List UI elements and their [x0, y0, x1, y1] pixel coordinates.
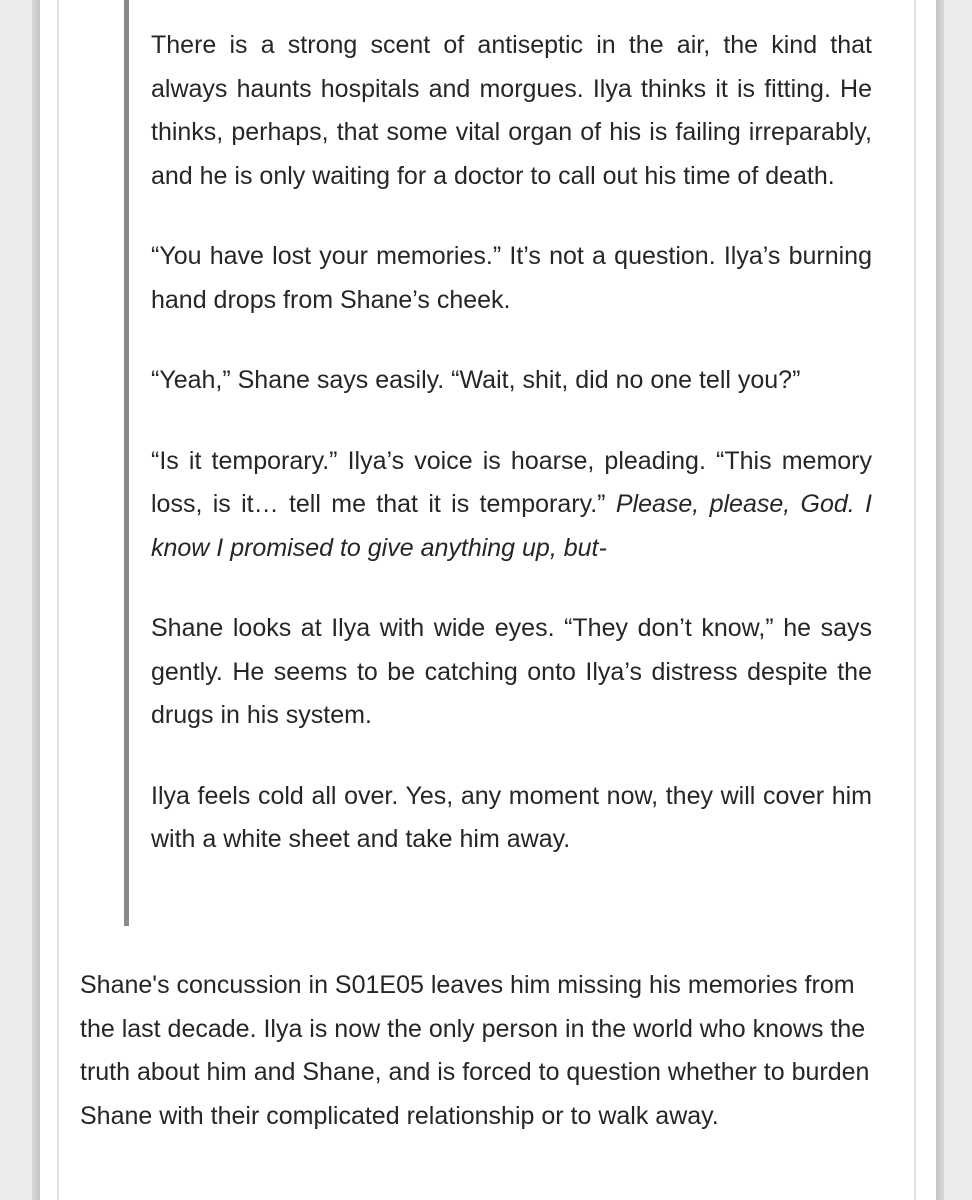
left-page-shadow [32, 0, 40, 1200]
right-divider [914, 0, 916, 1200]
excerpt-paragraph-3: “Yeah,” Shane says easily. “Wait, shit, did no one tell you?” [151, 366, 801, 394]
excerpt-paragraph-4 [151, 440, 872, 571]
excerpt-paragraph-4-text: “Is it temporary.” Ilya’s voice is hoarse, pleading. “This memory loss, is it… tell me that it is temporary.” [151, 446, 872, 518]
left-divider [57, 0, 59, 1200]
story-excerpt-blockquote [124, 0, 872, 926]
story-summary [80, 964, 892, 1138]
excerpt-paragraph-1: There is a strong scent of antiseptic in the air, the kind that always haunts hospitals and morgues. Ilya thinks it is fitting. He thinks, perhaps, that some vital organ of his is failing irreparably, and he is only waiting for a doctor to call out his time of death. [151, 31, 872, 190]
excerpt-paragraph-2: “You have lost your memories.” It’s not a question. Ilya’s burning hand drops from Shane’s cheek. [151, 242, 872, 314]
right-page-shadow [936, 0, 944, 1200]
excerpt-paragraph-6: Ilya feels cold all over. Yes, any moment now, they will cover him with a white sheet and take him away. [151, 781, 872, 853]
excerpt-paragraph-4-italic: Please, please, God. I know I promised to give anything up, but- [151, 490, 873, 562]
summary-text: Shane's concussion in S01E05 leaves him missing his memories from the last decade. Ilya is now the only person in the world who knows the truth about him and Shane, and is forced to question whether to burden Shane with their complicated relationship or to walk away. [80, 971, 870, 1130]
excerpt-paragraph-5: Shane looks at Ilya with wide eyes. “They don’t know,” he says gently. He seems to be catching onto Ilya’s distress despite the drugs in his system. [151, 614, 872, 729]
